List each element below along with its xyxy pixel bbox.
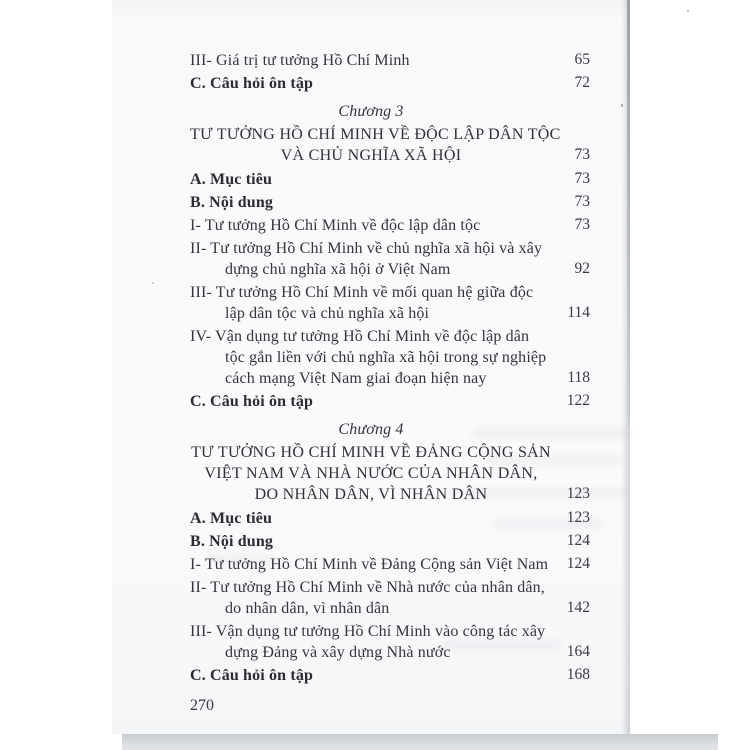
bleed-through-ghost xyxy=(484,455,624,465)
toc-item-line: III- Vận dụng tư tưởng Hồ Chí Minh vào công tác xây xyxy=(190,623,546,640)
toc-item-line: I- Tư tưởng Hồ Chí Minh về độc lập dân tộc xyxy=(190,217,481,234)
toc-item-line: dựng Đảng và xây dựng Nhà nước xyxy=(225,644,451,661)
chapter-title-line: VÀ CHỦ NGHĨA XÃ HỘI xyxy=(280,147,462,164)
toc-item xyxy=(190,282,590,324)
toc-page-number: 168 xyxy=(566,666,590,683)
toc-item-line: III- Giá trị tư tưởng Hồ Chí Minh xyxy=(190,52,410,69)
toc-item-line: A. Mục tiêu xyxy=(190,171,273,188)
toc-page-number: 114 xyxy=(567,304,590,321)
scan-speck xyxy=(152,282,154,284)
toc-page-number: 124 xyxy=(566,555,590,572)
toc-item-line: B. Nội dung xyxy=(190,533,274,550)
toc-page-number: 123 xyxy=(566,485,590,502)
toc-item-line: II- Tư tưởng Hồ Chí Minh về Nhà nước của nhân dân, xyxy=(190,579,545,596)
toc-item-line: lập dân tộc và chủ nghĩa xã hội xyxy=(225,305,430,322)
toc-item xyxy=(190,665,590,686)
book-bottom-edge-band xyxy=(122,734,718,750)
toc-item-text xyxy=(190,50,552,71)
toc-page-number: 73 xyxy=(574,216,590,233)
toc-page-number: 73 xyxy=(574,193,590,210)
toc-item-line: III- Tư tưởng Hồ Chí Minh về mối quan hệ giữa độc xyxy=(190,284,534,301)
toc-item-text xyxy=(190,238,552,280)
toc-item xyxy=(190,73,590,94)
toc-item-line: I- Tư tưởng Hồ Chí Minh về Đảng Cộng sản Việt Nam xyxy=(190,556,549,573)
scan-speck xyxy=(687,10,689,12)
bleed-through-ghost xyxy=(472,428,632,439)
toc-item-line: IV- Vận dụng tư tưởng Hồ Chí Minh về độc lập dân xyxy=(190,328,530,345)
toc-item-line: B. Nội dung xyxy=(190,194,274,211)
toc-item-text xyxy=(190,169,552,190)
toc-page-number: 164 xyxy=(566,643,590,660)
toc-item-line: C. Câu hỏi ôn tập xyxy=(190,393,314,410)
toc-item xyxy=(190,50,590,71)
toc-item xyxy=(190,391,590,412)
toc-item xyxy=(190,326,590,389)
toc-item-text xyxy=(190,192,552,213)
toc-item xyxy=(190,192,590,213)
toc-item xyxy=(190,577,590,619)
toc-item-text xyxy=(190,665,552,686)
chapter-title-line: TƯ TƯỞNG HỒ CHÍ MINH VỀ ĐỘC LẬP DÂN TỘC xyxy=(190,126,561,143)
scanned-page xyxy=(112,0,630,734)
toc-item xyxy=(190,215,590,236)
toc-item-line: tộc gắn liền với chủ nghĩa xã hội trong sự nghiệp xyxy=(225,349,547,366)
toc-item-line: do nhân dân, vì nhân dân xyxy=(225,600,390,617)
footer-page-number: 270 xyxy=(190,697,214,714)
toc-item-line: C. Câu hỏi ôn tập xyxy=(190,667,314,684)
chapter-label: Chương 4 xyxy=(338,421,404,438)
toc-page-number: 65 xyxy=(574,51,590,68)
toc-item-text xyxy=(190,215,552,236)
toc-page-number: 92 xyxy=(574,260,590,277)
toc-item xyxy=(190,238,590,280)
toc-item-text xyxy=(190,326,552,389)
toc-page-number: 142 xyxy=(566,599,590,616)
toc-item-text xyxy=(190,531,552,552)
toc-page-number: 123 xyxy=(566,509,590,526)
bleed-through-ghost xyxy=(442,640,562,650)
toc-item xyxy=(190,531,590,552)
chapter-label: Chương 3 xyxy=(338,103,404,120)
toc-item-line: cách mạng Việt Nam giai đoạn hiện nay xyxy=(225,370,487,387)
toc-item xyxy=(190,169,590,190)
toc-item-line: II- Tư tưởng Hồ Chí Minh về chủ nghĩa xã hội và xây xyxy=(190,240,543,257)
toc-item-line: A. Mục tiêu xyxy=(190,510,273,527)
bleed-through-ghost xyxy=(207,555,277,564)
toc-page-number: 72 xyxy=(574,74,590,91)
chapter-title xyxy=(190,124,590,166)
toc-page-number: 122 xyxy=(566,392,590,409)
toc-item-text xyxy=(190,73,552,94)
toc-page-number: 118 xyxy=(567,369,590,386)
chapter-title-line: TƯ TƯỞNG HỒ CHÍ MINH VỀ ĐẢNG CỘNG SẢN xyxy=(191,444,551,461)
toc-page-number: 73 xyxy=(574,146,590,163)
bleed-through-ghost xyxy=(492,518,602,528)
toc-item-text xyxy=(190,282,552,324)
bleed-through-ghost xyxy=(464,488,629,498)
chapter-title-line: VIỆT NAM VÀ NHÀ NƯỚC CỦA NHÂN DÂN, xyxy=(204,465,538,482)
toc-item-line: C. Câu hỏi ôn tập xyxy=(190,75,314,92)
scan-speck xyxy=(621,104,623,107)
toc-page-number: 73 xyxy=(574,170,590,187)
toc-item-line: dựng chủ nghĩa xã hội ở Việt Nam xyxy=(225,261,451,278)
toc-item-text xyxy=(190,391,552,412)
chapter-title-line: DO NHÂN DÂN, VÌ NHÂN DÂN xyxy=(254,486,488,503)
toc-page-number: 124 xyxy=(566,532,590,549)
page-right-edge-shadow xyxy=(627,0,630,426)
toc-list xyxy=(190,50,590,688)
toc-item-text xyxy=(190,577,552,619)
